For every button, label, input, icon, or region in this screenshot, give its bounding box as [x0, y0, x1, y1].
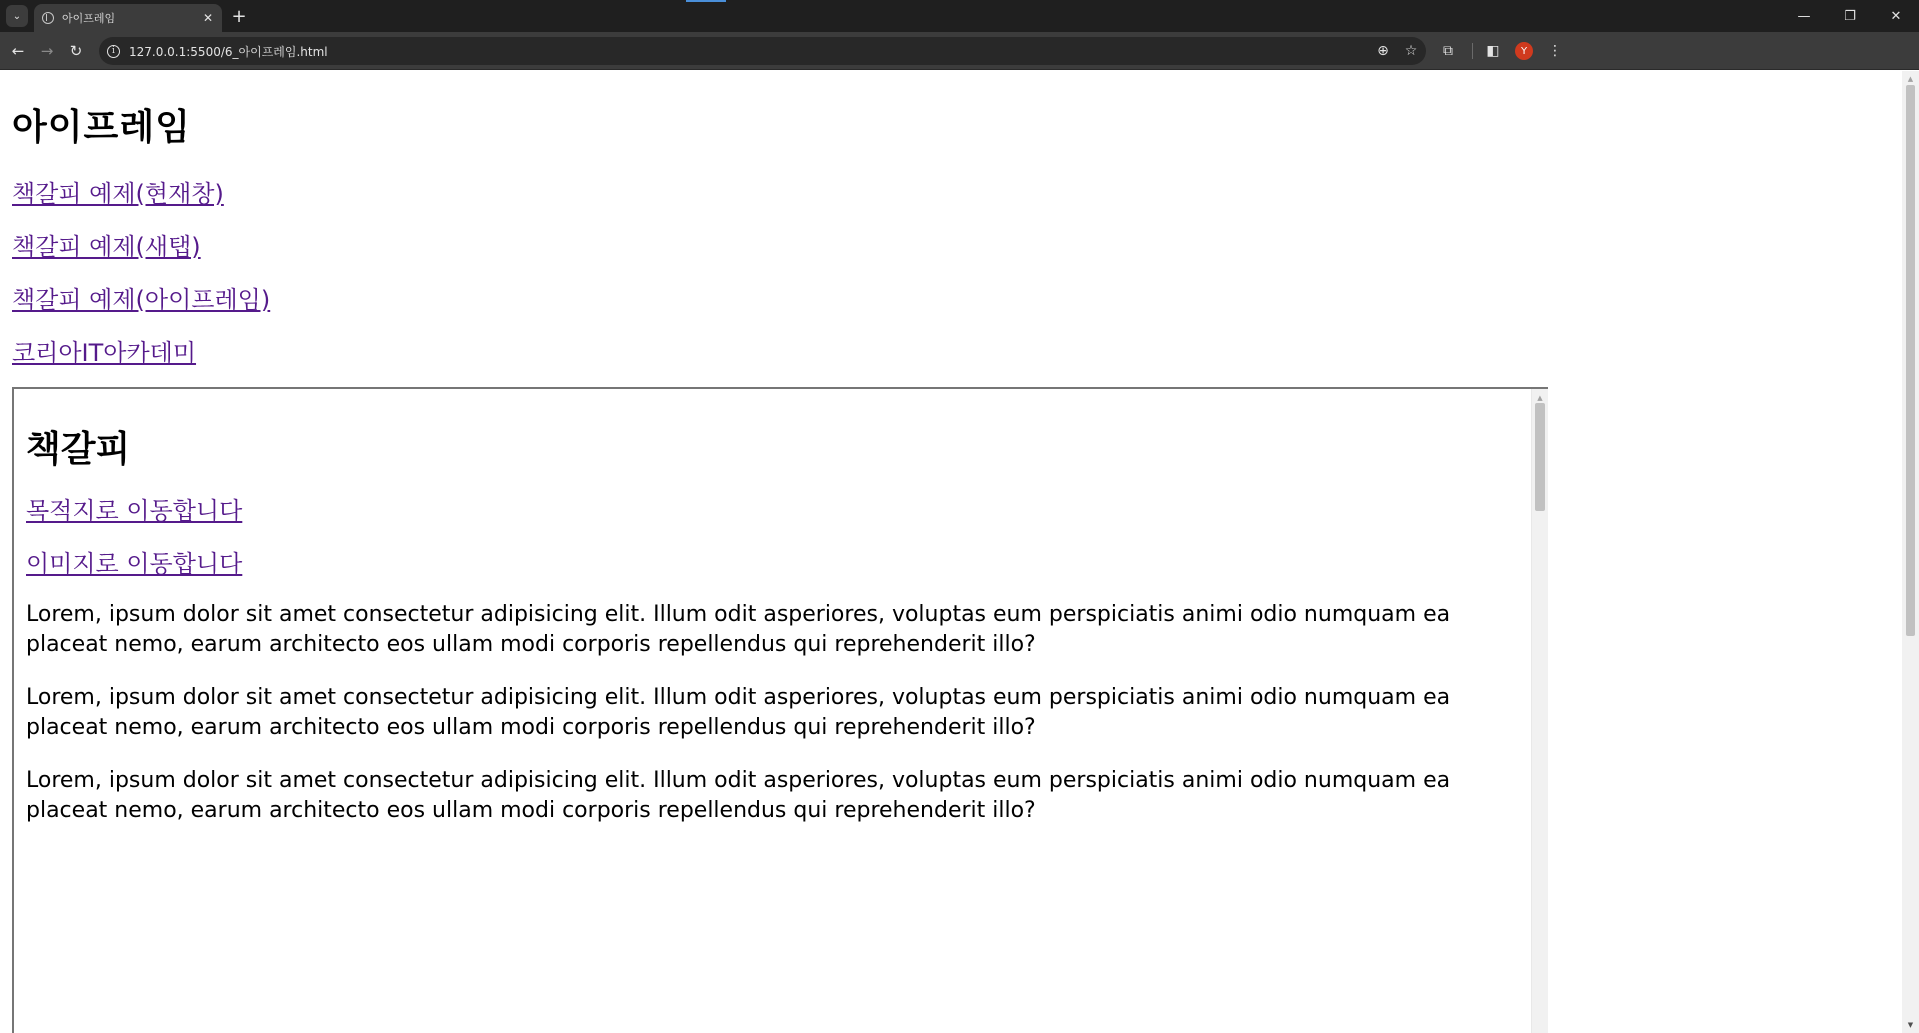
- side-panel-icon[interactable]: ◧: [1486, 43, 1500, 59]
- lorem-paragraph: Lorem, ipsum dolor sit amet consectetur adipisicing elit. Illum odit asperiores, voluptas eum perspiciatis animi odio numquam ea placeat nemo, earum architecto eos ullam modi corporis repellendus qui reprehenderit illo?: [26, 685, 1451, 740]
- back-button[interactable]: [6, 39, 30, 63]
- arrow-right-icon: →: [40, 42, 54, 60]
- address-bar[interactable]: [99, 37, 1426, 65]
- globe-icon: [42, 12, 54, 24]
- arrow-left-icon: ←: [11, 42, 25, 60]
- page-title: 아이프레임: [12, 107, 191, 148]
- go-to-destination-link[interactable]: 목적지로 이동합니다: [26, 497, 243, 525]
- site-info-icon[interactable]: i: [107, 45, 120, 58]
- embedded-iframe[interactable]: [12, 387, 1548, 1033]
- menu-icon[interactable]: ⋮: [1548, 43, 1562, 59]
- bookmark-star-icon[interactable]: ☆: [1404, 43, 1418, 59]
- browser-toolbar: [0, 32, 1919, 70]
- minimize-button[interactable]: [1781, 0, 1827, 32]
- minimize-icon: —: [1797, 8, 1811, 24]
- chevron-down-icon: ⌄: [12, 10, 22, 22]
- close-icon: ✕: [202, 11, 214, 25]
- korea-it-academy-link[interactable]: 코리아IT아카데미: [12, 339, 197, 367]
- iframe-title: 책갈피: [26, 429, 131, 470]
- window-accent-bar: [686, 0, 726, 2]
- restore-icon: ❐: [1844, 8, 1856, 24]
- bookmark-example-iframe-link[interactable]: 책갈피 예제(아이프레임): [12, 286, 271, 314]
- close-icon: ✕: [1890, 8, 1902, 24]
- active-tab[interactable]: [34, 4, 222, 32]
- close-window-button[interactable]: [1873, 0, 1919, 32]
- iframe-scrollbar[interactable]: [1531, 389, 1548, 1033]
- go-to-image-link[interactable]: 이미지로 이동합니다: [26, 550, 243, 578]
- window-controls: [1781, 0, 1919, 32]
- forward-button[interactable]: [35, 39, 59, 63]
- tab-title: 아이프레임: [62, 12, 116, 25]
- iframe-scroll-thumb[interactable]: [1535, 403, 1545, 511]
- zoom-icon[interactable]: ⊕: [1377, 43, 1389, 59]
- bookmark-example-new-tab-link[interactable]: 책갈피 예제(새탭): [12, 233, 201, 261]
- bookmark-example-current-window-link[interactable]: 책갈피 예제(현재창): [12, 180, 224, 208]
- url-text[interactable]: 127.0.0.1:5500/6_아이프레임.html: [129, 44, 328, 59]
- profile-avatar[interactable]: Y: [1515, 42, 1533, 60]
- scroll-up-icon[interactable]: ▲: [1537, 394, 1543, 402]
- reload-button[interactable]: [64, 39, 88, 63]
- tab-close-button[interactable]: [198, 8, 218, 28]
- page-scroll-thumb[interactable]: [1906, 85, 1915, 636]
- restore-button[interactable]: [1827, 0, 1873, 32]
- tab-strip: [0, 0, 1919, 32]
- toolbar-right-group: [1434, 39, 1573, 63]
- toolbar-divider: [1472, 43, 1473, 59]
- extensions-icon[interactable]: ⧉: [1443, 43, 1453, 59]
- scroll-down-icon[interactable]: ▼: [1907, 1021, 1914, 1029]
- lorem-paragraph: Lorem, ipsum dolor sit amet consectetur adipisicing elit. Illum odit asperiores, voluptas eum perspiciatis animi odio numquam ea placeat nemo, earum architecto eos ullam modi corporis repellendus qui reprehenderit illo?: [26, 602, 1451, 657]
- reload-icon: ↻: [69, 42, 83, 60]
- tab-search-button[interactable]: [6, 5, 28, 27]
- page-viewport: [0, 71, 1919, 1033]
- scroll-up-icon[interactable]: ▲: [1907, 75, 1914, 83]
- new-tab-button[interactable]: [228, 5, 250, 27]
- plus-icon: +: [231, 5, 247, 27]
- page-scrollbar[interactable]: [1902, 71, 1919, 1033]
- lorem-paragraph: Lorem, ipsum dolor sit amet consectetur adipisicing elit. Illum odit asperiores, voluptas eum perspiciatis animi odio numquam ea placeat nemo, earum architecto eos ullam modi corporis repellendus qui reprehenderit illo?: [26, 768, 1451, 823]
